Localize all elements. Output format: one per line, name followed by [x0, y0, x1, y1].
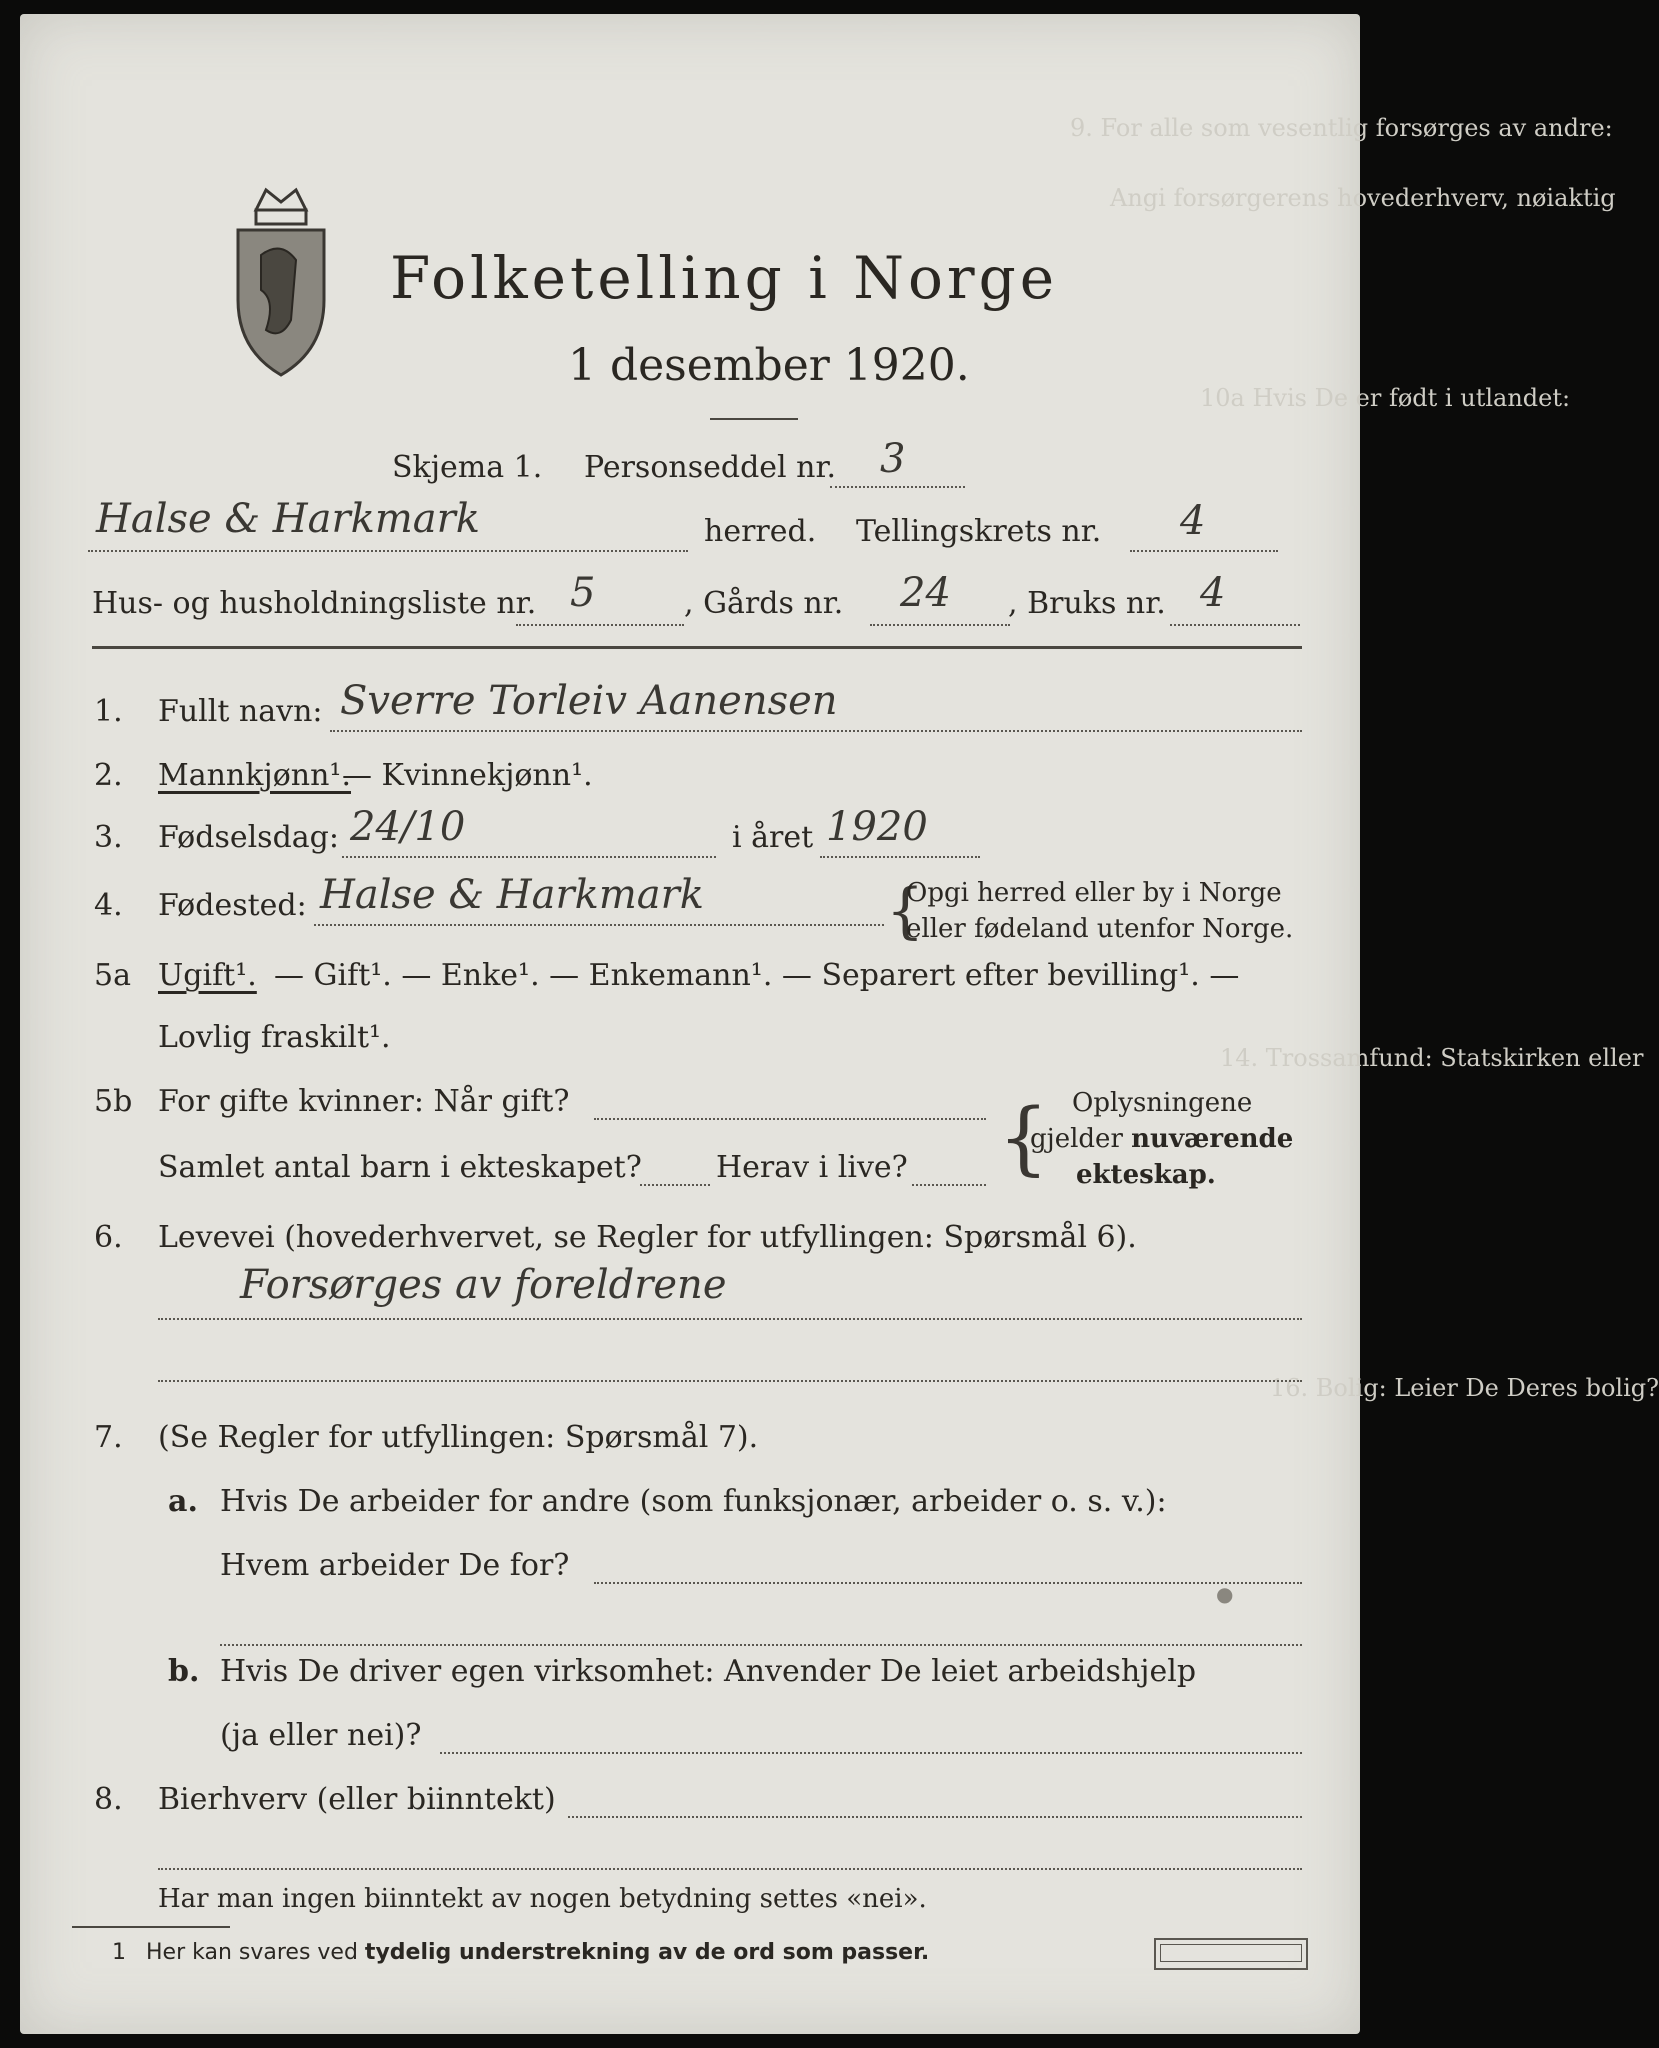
q6-line-2	[158, 1380, 1302, 1382]
form-title: Folketelling i Norge	[390, 244, 1059, 312]
q5a-fraskilt-option: Lovlig fraskilt¹.	[158, 1020, 391, 1055]
q7a-letter: a.	[168, 1484, 198, 1519]
q3-year-line	[820, 856, 980, 858]
hus-line	[516, 624, 684, 626]
q3-label: Fødselsdag:	[158, 820, 339, 855]
q6-number: 6.	[94, 1220, 123, 1255]
q4-label: Fødested:	[158, 888, 307, 923]
q5b-brace: {	[998, 1091, 1049, 1184]
herred-label: herred.	[704, 514, 817, 549]
personseddel-line	[830, 486, 965, 488]
q7a-label-2: Hvem arbeider De for?	[220, 1548, 570, 1583]
personseddel-value: 3	[880, 436, 906, 482]
q7b-label-2: (ja eller nei)?	[220, 1718, 422, 1753]
q3-year-label: i året	[732, 820, 814, 855]
personseddel-label: Personseddel nr.	[584, 450, 837, 485]
q7b-letter: b.	[168, 1654, 200, 1689]
title-divider	[710, 418, 798, 420]
bleed-text: 14. Trossamfund: Statskirken eller	[1220, 1044, 1644, 1072]
q1-value: Sverre Torleiv Aanensen	[340, 678, 838, 724]
q5b-children-line	[640, 1184, 710, 1186]
printer-stamp	[1154, 1938, 1308, 1970]
q8-label: Bierhverv (eller biinntekt)	[158, 1782, 556, 1817]
q5b-note-3: ekteskap.	[1076, 1160, 1216, 1190]
q8-line-2	[158, 1868, 1302, 1870]
herred-value: Halse & Harkmark	[96, 496, 480, 542]
footnote-text: Her kan svares ved tydelig understrekning av de ord som passer.	[146, 1940, 930, 1965]
q3-line	[342, 856, 716, 858]
gards-line	[870, 624, 1010, 626]
q5b-label-children: Samlet antal barn i ekteskapet?	[158, 1150, 642, 1185]
bleed-text: 9. For alle som vesentlig forsørges av andre:	[1070, 114, 1613, 142]
q4-brace: {	[886, 876, 925, 946]
q1-label: Fullt navn:	[158, 694, 323, 729]
q5b-label-married: For gifte kvinner: Når gift?	[158, 1084, 570, 1119]
q4-value: Halse & Harkmark	[320, 872, 704, 918]
tellingskrets-value: 4	[1180, 498, 1206, 544]
q3-number: 3.	[94, 820, 123, 855]
q5b-married-line	[594, 1118, 986, 1120]
footnote-rule	[72, 1926, 230, 1928]
bruks-label: , Bruks nr.	[1008, 586, 1166, 621]
q5b-label-alive: Herav i live?	[716, 1150, 908, 1185]
q6-label: Levevei (hovederhvervet, se Regler for utfyllingen: Spørsmål 6).	[158, 1220, 1137, 1255]
q7a-line-2	[220, 1644, 1302, 1646]
q2-number: 2.	[94, 758, 123, 793]
tellingskrets-line	[1130, 550, 1278, 552]
bleed-text: Angi forsørgerens hovederhverv, nøiaktig	[1110, 184, 1616, 212]
q6-line-1	[158, 1318, 1302, 1320]
bruks-line	[1170, 624, 1300, 626]
hus-label: Hus- og husholdningsliste nr.	[92, 586, 537, 621]
herred-line	[88, 550, 688, 552]
q4-number: 4.	[94, 888, 123, 923]
coat-of-arms-icon	[226, 180, 336, 380]
q7b-label: Hvis De driver egen virksomhet: Anvender De leiet arbeidshjelp	[220, 1654, 1197, 1689]
census-form-page	[20, 14, 1659, 2034]
q2-male-option: Mannkjønn¹.	[158, 758, 351, 793]
q8-line-1	[568, 1816, 1302, 1818]
q5b-alive-line	[912, 1184, 986, 1186]
q5a-ugift-option: Ugift¹.	[158, 958, 257, 993]
biinntekt-note: Har man ingen biinntekt av nogen betydning settes «nei».	[158, 1884, 927, 1914]
gards-label: , Gårds nr.	[684, 586, 844, 621]
tellingskrets-label: Tellingskrets nr.	[856, 514, 1102, 549]
q4-note-2: eller fødeland utenfor Norge.	[906, 914, 1294, 944]
bleed-text: 10a Hvis De er født i utlandet:	[1200, 384, 1571, 412]
q1-number: 1.	[94, 694, 123, 729]
q7a-label: Hvis De arbeider for andre (som funksjonær, arbeider o. s. v.):	[220, 1484, 1167, 1519]
q5b-note-2: gjelder nuværende	[1030, 1124, 1294, 1154]
q5a-number: 5a	[94, 958, 131, 993]
footnote-number: 1	[112, 1940, 126, 1965]
q5a-options: — Gift¹. — Enke¹. — Enkemann¹. — Separert efter bevilling¹. —	[274, 958, 1240, 993]
q8-number: 8.	[94, 1782, 123, 1817]
q2-female-option: — Kvinnekjønn¹.	[342, 758, 593, 793]
q7-label: (Se Regler for utfyllingen: Spørsmål 7).	[158, 1420, 759, 1455]
header-separator	[92, 646, 1302, 649]
q5b-note-1: Oplysningene	[1072, 1088, 1253, 1118]
q5b-number: 5b	[94, 1084, 133, 1119]
q6-value: Forsørges av foreldrene	[240, 1262, 727, 1308]
q3-year-value: 1920	[826, 804, 928, 850]
bruks-value: 4	[1200, 570, 1226, 616]
hus-value: 5	[570, 570, 596, 616]
q4-note-1: Opgi herred eller by i Norge	[906, 878, 1282, 908]
bleed-text: 16. Bolig: Leier De Deres bolig?	[1270, 1374, 1659, 1402]
q7a-line-1	[594, 1582, 1302, 1584]
q3-value: 24/10	[350, 804, 466, 850]
ink-blot: ●	[1216, 1582, 1234, 1606]
q7-number: 7.	[94, 1420, 123, 1455]
q7b-line	[440, 1752, 1302, 1754]
gards-value: 24	[900, 570, 951, 616]
q4-line	[314, 924, 884, 926]
skjema-label: Skjema 1.	[392, 450, 543, 485]
q1-line	[330, 730, 1302, 732]
form-date: 1 desember 1920.	[568, 340, 970, 391]
